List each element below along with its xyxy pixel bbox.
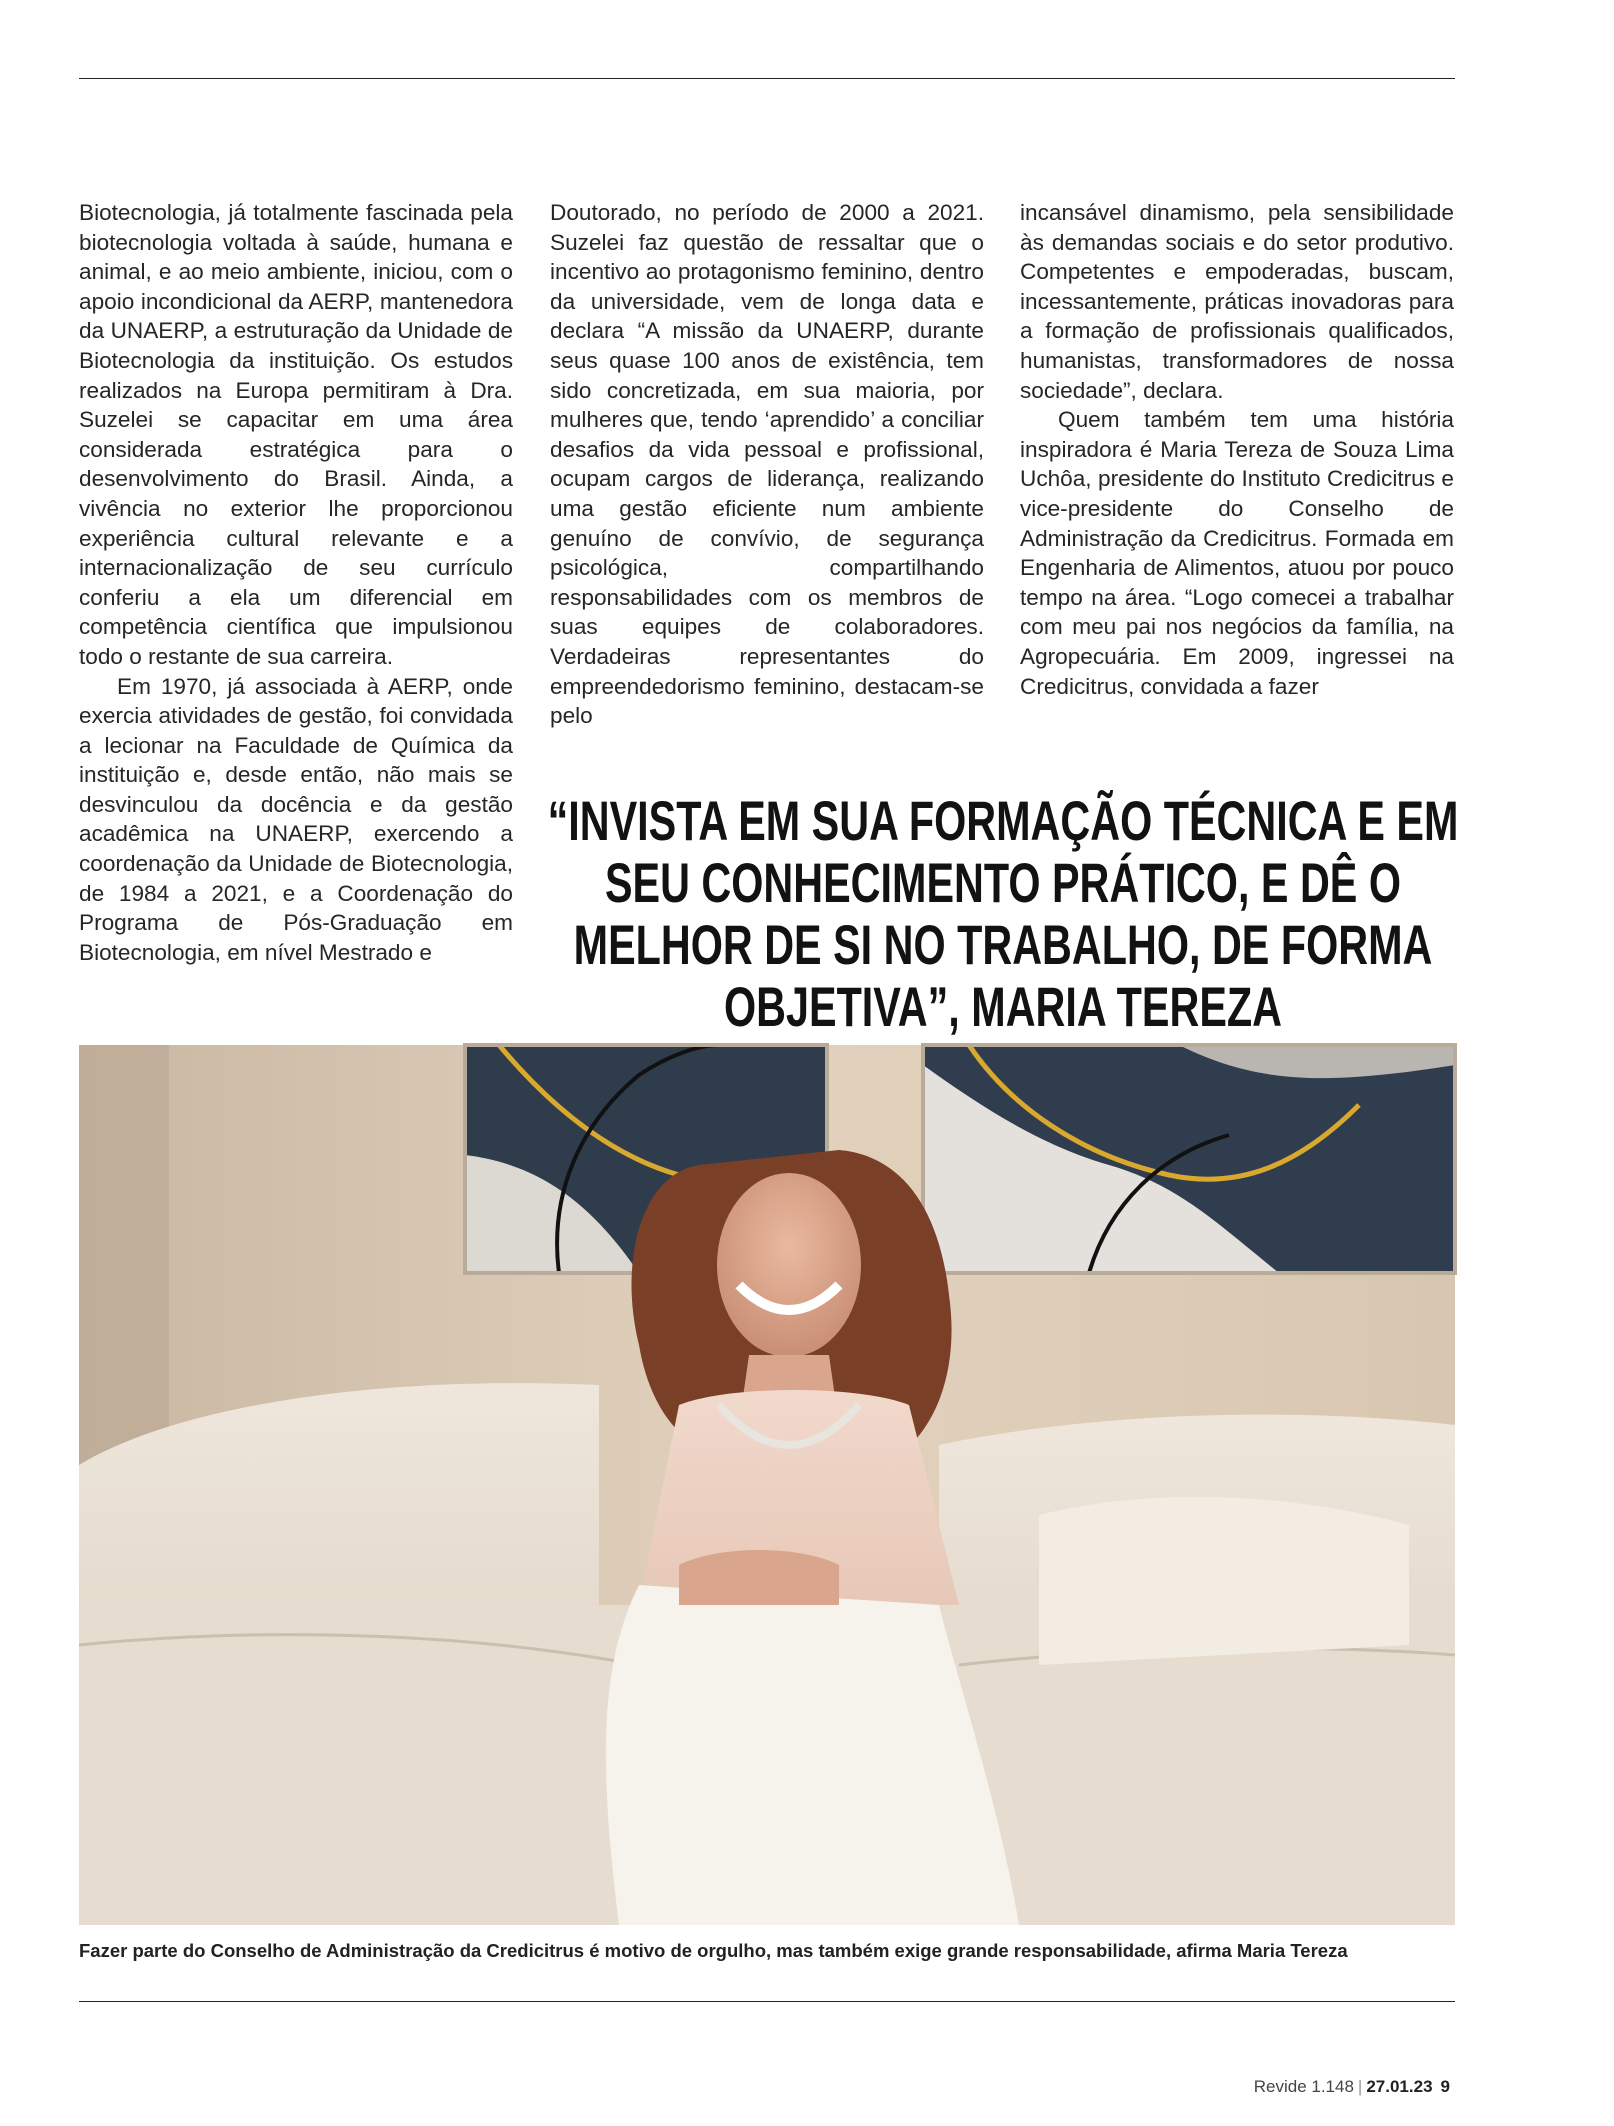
portrait-photo <box>79 1045 1455 1925</box>
article-column-3 <box>1020 198 1454 732</box>
issue-date: 27.01.23 <box>1366 2077 1433 2096</box>
publication-issue: Revide 1.148 <box>1253 2077 1354 2096</box>
painting-right <box>923 1045 1455 1273</box>
page-number: 9 <box>1440 2077 1450 2096</box>
article-column-1 <box>79 198 513 998</box>
top-rule <box>79 78 1455 79</box>
photo-caption: Fazer parte do Conselho de Administração da Credicitrus é motivo de orgulho, mas também exige grande responsabilidade, afirma Maria Tereza <box>79 1940 1348 1961</box>
bottom-rule <box>79 2001 1455 2002</box>
col3-paragraph-1: incansável dinamismo, pela sensibilidade às demandas sociais e do setor produtivo. Competentes e empoderadas, buscam, incessantemente, práticas inovadoras para a formação de profissionais qualificados, humanistas, transformadores de nossa sociedade”, declara. <box>1020 200 1454 403</box>
photo-illustration <box>79 1045 1455 1925</box>
page-footer <box>1254 2077 1450 2097</box>
pull-quote <box>545 789 1460 1038</box>
footer-separator: | <box>1357 2077 1363 2096</box>
col2-paragraph-1: Doutorado, no período de 2000 a 2021. Suzelei faz questão de ressaltar que o incentivo ao protagonismo feminino, dentro da universidade, vem de longa data e declara “A missão da UNAERP, durante seus quase 100 anos de existência, tem sido concretizada, em sua maioria, por mulheres que, tendo ‘aprendido’ a conciliar desafios da vida pessoal e profissional, ocupam cargos de liderança, realizando uma gestão eficiente num ambiente genuíno de convívio, de segurança psicológica, compartilhando responsabilidades com os membros de suas equipes de colaboradores. Verdadeiras representantes do empreendedorismo feminino, destacam-se pelo <box>550 200 984 729</box>
col1-paragraph-1: Biotecnologia, já totalmente fascinada pela biotecnologia voltada à saúde, humana e animal, e ao meio ambiente, iniciou, com o apoio incondicional da AERP, mantenedora da UNAERP, a estruturação da Unidade de Biotecnologia da instituição. Os estudos realizados na Europa permitiram à Dra. Suzelei se capacitar em uma área considerada estratégica para o desenvolvimento do Brasil. Ainda, a vivência no exterior lhe proporcionou experiência cultural relevante e a internacionalização de seu currículo conferiu a ela um diferencial em competência científica que impulsionou todo o restante de sua carreira. <box>79 200 513 669</box>
article-column-2 <box>550 198 984 732</box>
col3-paragraph-2: Quem também tem uma história inspiradora é Maria Tereza de Souza Lima Uchôa, presidente do Instituto Credicitrus e vice-presidente do Conselho de Administração da Credicitrus. Formada em Engenharia de Alimentos, atuou por pouco tempo na área. “Logo comecei a trabalhar com meu pai nos negócios da família, na Agropecuária. Em 2009, ingressei na Credicitrus, convidada a fazer <box>1020 407 1454 699</box>
pull-quote-text: “INVISTA EM SUA FORMAÇÃO TÉCNICA E EM SEU CONHECIMENTO PRÁTICO, E DÊ O MELHOR DE SI NO TRABALHO, DE FORMA OBJETIVA”, MARIA TEREZA <box>547 789 1459 1038</box>
col1-paragraph-2: Em 1970, já associada à AERP, onde exercia atividades de gestão, foi convidada a lecionar na Faculdade de Química da instituição e, desde então, não mais se desvinculou da docência e da gestão acadêmica na UNAERP, exercendo a coordenação da Unidade de Biotecnologia, de 1984 a 2021, e a Coordenação do Programa de Pós-Graduação em Biotecnologia, em nível Mestrado e <box>79 673 513 965</box>
